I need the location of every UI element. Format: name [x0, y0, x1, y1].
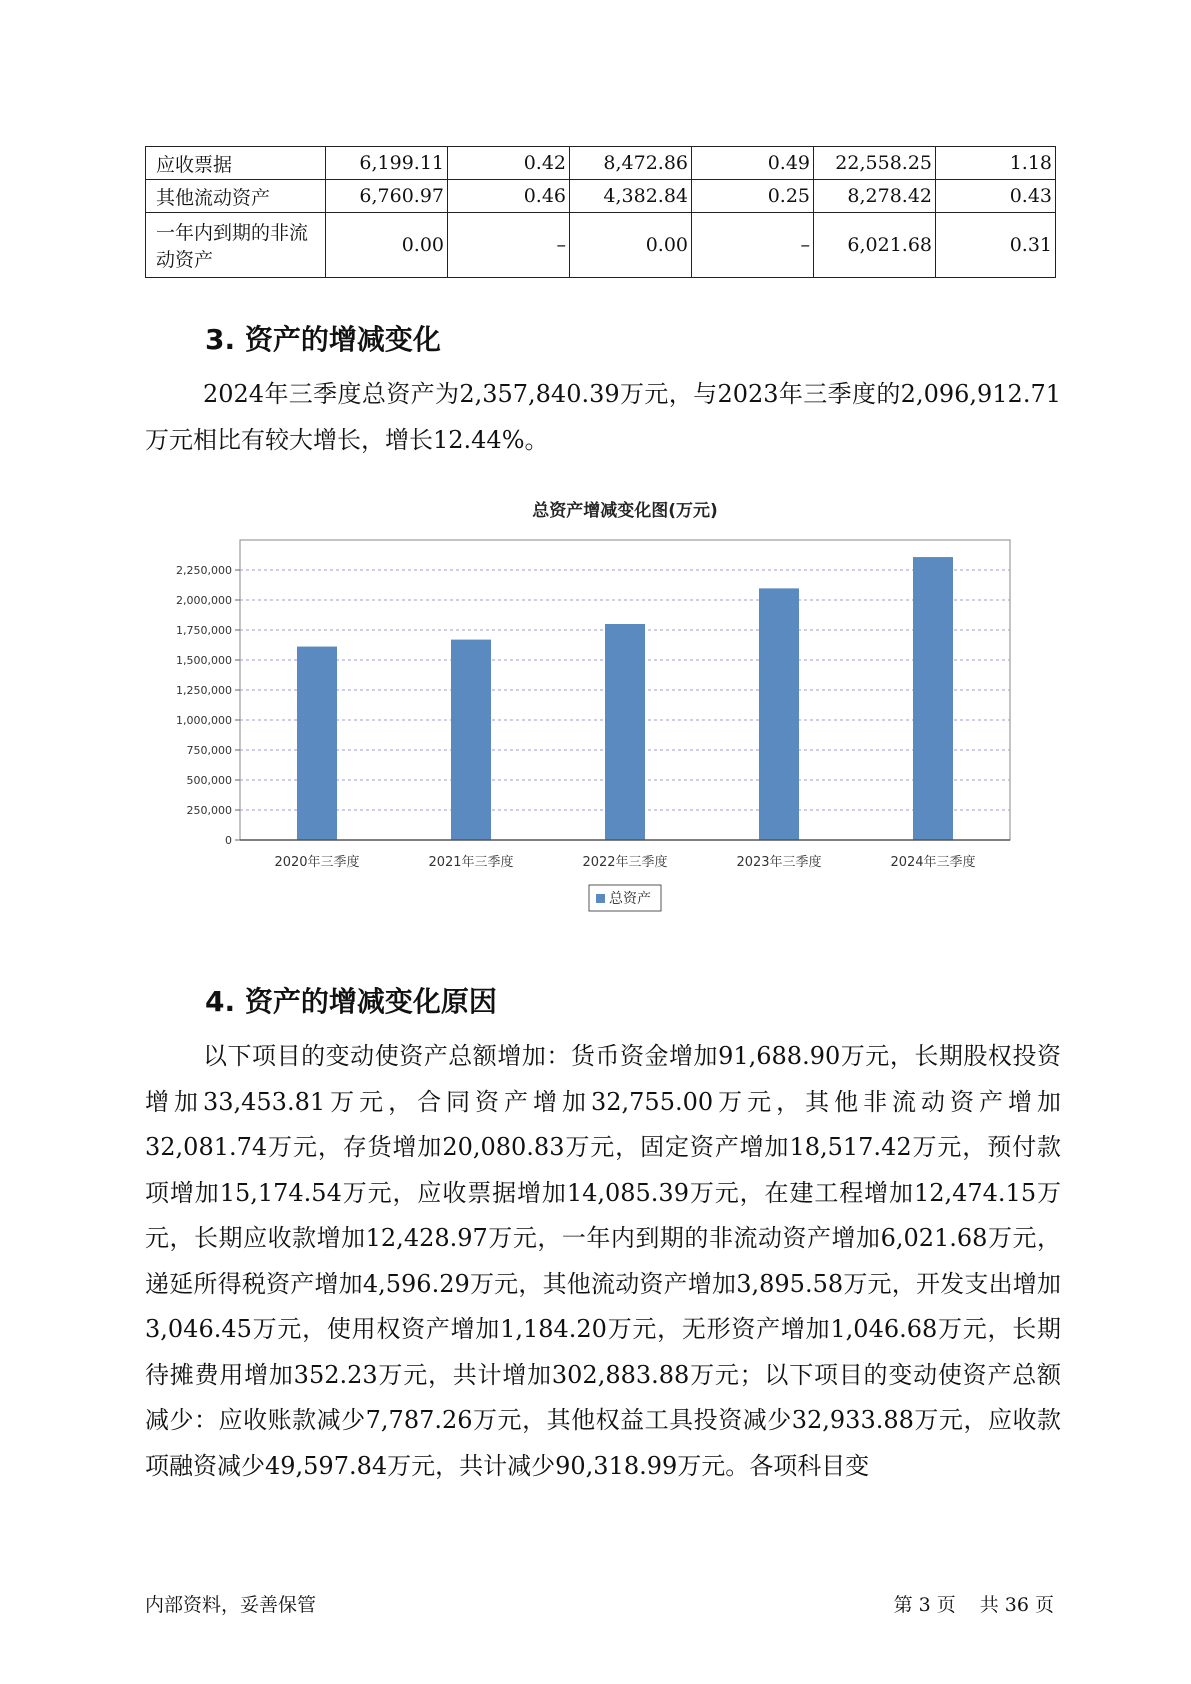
- y-tick-label: 250,000: [186, 804, 232, 817]
- y-tick-label: 1,750,000: [176, 624, 232, 637]
- page-prefix: 第: [893, 1594, 913, 1616]
- table-row: [146, 180, 1056, 213]
- y-tick-label: 750,000: [186, 744, 232, 757]
- table-cell: 1.18: [936, 147, 1056, 180]
- row-label: 其他流动资产: [146, 180, 326, 213]
- y-tick-label: 0: [225, 834, 232, 847]
- page-unit: 页: [936, 1594, 956, 1616]
- footer-page-number: [888, 1590, 1054, 1617]
- bar-4: [759, 588, 799, 840]
- row-label: 应收票据: [146, 147, 326, 180]
- table-cell: 0.49: [692, 147, 814, 180]
- x-tick-label: 2024年三季度: [890, 855, 976, 870]
- y-tick-label: 500,000: [186, 774, 232, 787]
- bar-1: [297, 647, 337, 840]
- table-cell: 8,278.42: [814, 180, 936, 213]
- x-tick-label: 2022年三季度: [582, 855, 668, 870]
- bar-3: [605, 624, 645, 840]
- table-cell: 22,558.25: [814, 147, 936, 180]
- x-tick-label: 2023年三季度: [736, 855, 822, 870]
- table-cell: 6,021.68: [814, 213, 936, 278]
- table-cell: 6,199.11: [326, 147, 448, 180]
- table-cell: 6,760.97: [326, 180, 448, 213]
- table-cell: 0.25: [692, 180, 814, 213]
- y-tick-label: 1,500,000: [176, 654, 232, 667]
- x-tick-label: 2021年三季度: [428, 855, 514, 870]
- section-3-paragraph: 2024年三季度总资产为2,357,840.39万元，与2023年三季度的2,096,912.71万元相比有较大增长，增长12.44%。: [145, 380, 1061, 454]
- table-cell: 0.46: [448, 180, 570, 213]
- table-cell: 0.42: [448, 147, 570, 180]
- table-row: [146, 147, 1056, 180]
- legend-swatch: [596, 894, 605, 903]
- y-tick-label: 1,000,000: [176, 714, 232, 727]
- table-cell: 4,382.84: [570, 180, 692, 213]
- legend-label: 总资产: [609, 891, 651, 907]
- total-assets-bar-chart: [160, 490, 1030, 950]
- table-cell: 0.00: [570, 213, 692, 278]
- section-3-heading: 3. 资产的增减变化: [205, 323, 441, 356]
- chart-title: 总资产增减变化图(万元): [532, 501, 718, 521]
- table-cell: –: [692, 213, 814, 278]
- balance-table: [145, 146, 1055, 278]
- section-4-heading: 4. 资产的增减变化原因: [205, 985, 497, 1018]
- footer-confidential-note: 内部资料，妥善保管: [145, 1594, 317, 1616]
- table-cell: 8,472.86: [570, 147, 692, 180]
- y-tick-label: 2,250,000: [176, 564, 232, 577]
- total-unit: 页: [1034, 1594, 1054, 1616]
- section-4-paragraph: 以下项目的变动使资产总额增加：货币资金增加91,688.90万元，长期股权投资增加33,453.81万元，合同资产增加32,755.00万元，其他非流动资产增加32,081.74万元，存货增加20,080.83万元，固定资产增加18,517.42万元，预付款项增加15,174.54万元，应收票据增加14,085.39万元，在建工程增加12,474.15万元，长期应收款增加12,428.97万元，一年内到期的非流动资产增加6,021.68万元，递延所得税资产增加4,596.29万元，其他流动资产增加3,895.58万元，开发支出增加3,046.45万元，使用权资产增加1,184.20万元，无形资产增加1,046.68万元，长期待摊费用增加352.23万元，共计增加302,883.88万元；以下项目的变动使资产总额减少：应收账款减少7,787.26万元，其他权益工具投资减少32,933.88万元，应收款项融资减少49,597.84万元，共计减少90,318.99万元。各项科目变: [145, 1042, 1061, 1480]
- row-label: 一年内到期的非流动资产: [146, 213, 326, 278]
- table-cell: 0.43: [936, 180, 1056, 213]
- table-cell: –: [448, 213, 570, 278]
- y-tick-label: 1,250,000: [176, 684, 232, 697]
- page-current: 3: [918, 1594, 931, 1616]
- table-cell: 0.00: [326, 213, 448, 278]
- y-tick-label: 2,000,000: [176, 594, 232, 607]
- x-tick-label: 2020年三季度: [274, 855, 360, 870]
- total-prefix: 共: [979, 1594, 999, 1616]
- bar-2: [451, 640, 491, 840]
- page-total: 36: [1004, 1594, 1029, 1616]
- bar-5: [913, 557, 953, 840]
- table-cell: 0.31: [936, 213, 1056, 278]
- table-row: [146, 213, 1056, 278]
